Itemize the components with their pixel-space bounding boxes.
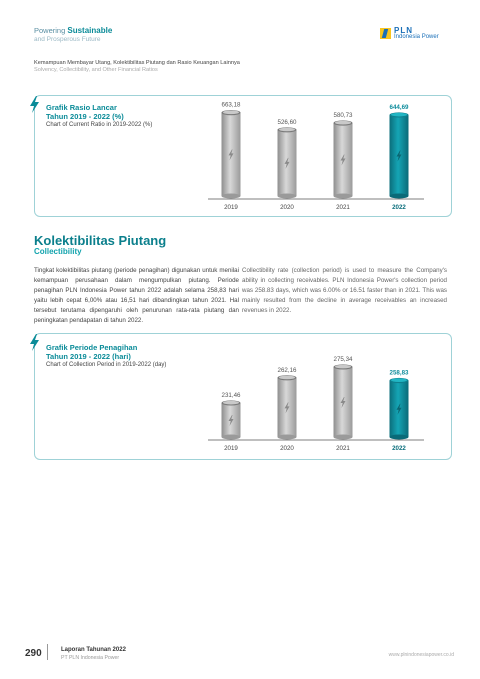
section-subtitle [34, 60, 240, 74]
logo-text: PLN [394, 26, 413, 35]
category-label: 2019 [224, 204, 238, 211]
category-label: 2022 [392, 445, 406, 452]
category-label: 2021 [336, 445, 350, 452]
bar-2020 [278, 375, 297, 439]
value-label: 526,60 [277, 118, 297, 126]
bar-2019 [222, 400, 241, 439]
chart1-title-en: Chart of Current Ratio in 2019-2022 (%) [46, 122, 153, 128]
value-label: 275,34 [333, 355, 353, 363]
chart1-title [46, 103, 152, 130]
pln-logo-icon [380, 28, 391, 39]
footer-divider [47, 644, 48, 660]
header-tagline [34, 26, 112, 44]
current-ratio-chart [200, 96, 440, 214]
footer-report-title: Laporan Tahunan 2022 [61, 647, 126, 653]
bar-2021 [334, 120, 353, 198]
chart1-title-id2: Tahun 2019 - 2022 (%) [46, 112, 124, 121]
bar-2021 [334, 364, 353, 439]
logo-subtext: Indonesia Power [394, 34, 439, 40]
tagline-sustainable: Sustainable [67, 26, 113, 35]
chart2-title-id2: Tahun 2019 - 2022 (hari) [46, 352, 131, 361]
category-label: 2022 [392, 204, 406, 211]
tagline-sub: and Prosperous Future [34, 36, 101, 43]
value-label: 262,16 [277, 366, 297, 374]
bar-2022 [390, 112, 409, 198]
tagline-powering: Powering [34, 26, 66, 35]
value-label: 663,18 [221, 101, 241, 109]
lightning-icon [30, 96, 39, 113]
section-subtitle-id: Kemampuan Membayar Utang, Kolektibilitas Piutang dan Rasio Keuangan Lainnya [34, 60, 240, 66]
footer-report [61, 646, 126, 662]
chart2-title-en: Chart of Collection Period in 2019-2022 (day) [46, 362, 167, 368]
footer-company: PT PLN Indonesia Power [61, 655, 120, 661]
paragraph-id: Tingkat kolektibilitas piutang (periode penagihan) digunakan untuk menilai kemampuan perusahaan dalam mengumpulkan piutang. Periode penagihan PLN Indonesia Power tahun 2022 adalah selama 258,83 hari yaitu lebih cepat 6,00% atau 16,51 hari dibandingkan tahun 2021. Hal tersebut terutama dipengaruhi oleh penurunan rata-rata piutang dan peningkatan pendapatan di tahun 2022. [34, 267, 239, 324]
collectibility-subheading: Collectibility [34, 247, 82, 256]
value-label: 580,73 [333, 111, 353, 119]
category-label: 2019 [224, 445, 238, 452]
paragraph-en: Collectibility rate (collection period) is used to measure the Company's ability in collecting receivables. PLN Indonesia Power's collection period was 258.83 days, which was 6.00% or 16.51 faster than in 2021. This was mainly resulted from the decline in average receivables an increased revenues in 2022. [242, 267, 447, 314]
chart2-title [46, 343, 166, 370]
bar-2022 [390, 378, 409, 440]
value-label: 258,83 [389, 369, 409, 377]
category-label: 2020 [280, 204, 294, 211]
collectibility-heading: Kolektibilitas Piutang [34, 233, 167, 248]
category-label: 2020 [280, 445, 294, 452]
value-label: 644,69 [389, 103, 409, 111]
category-label: 2021 [336, 204, 350, 211]
chart1-title-id: Grafik Rasio Lancar [46, 103, 117, 112]
bar-2020 [278, 127, 297, 198]
value-label: 231,46 [221, 391, 241, 399]
section-subtitle-en: Solvency, Collectibility, and Other Financial Ratios [34, 67, 158, 73]
chart2-title-id: Grafik Periode Penagihan [46, 343, 138, 352]
collection-period-chart [200, 334, 440, 457]
bar-2019 [222, 110, 241, 198]
page-number: 290 [25, 648, 42, 659]
footer-url: www.plnindonesiapower.co.id [388, 652, 454, 658]
lightning-icon [30, 334, 39, 351]
pln-logo [380, 26, 450, 42]
